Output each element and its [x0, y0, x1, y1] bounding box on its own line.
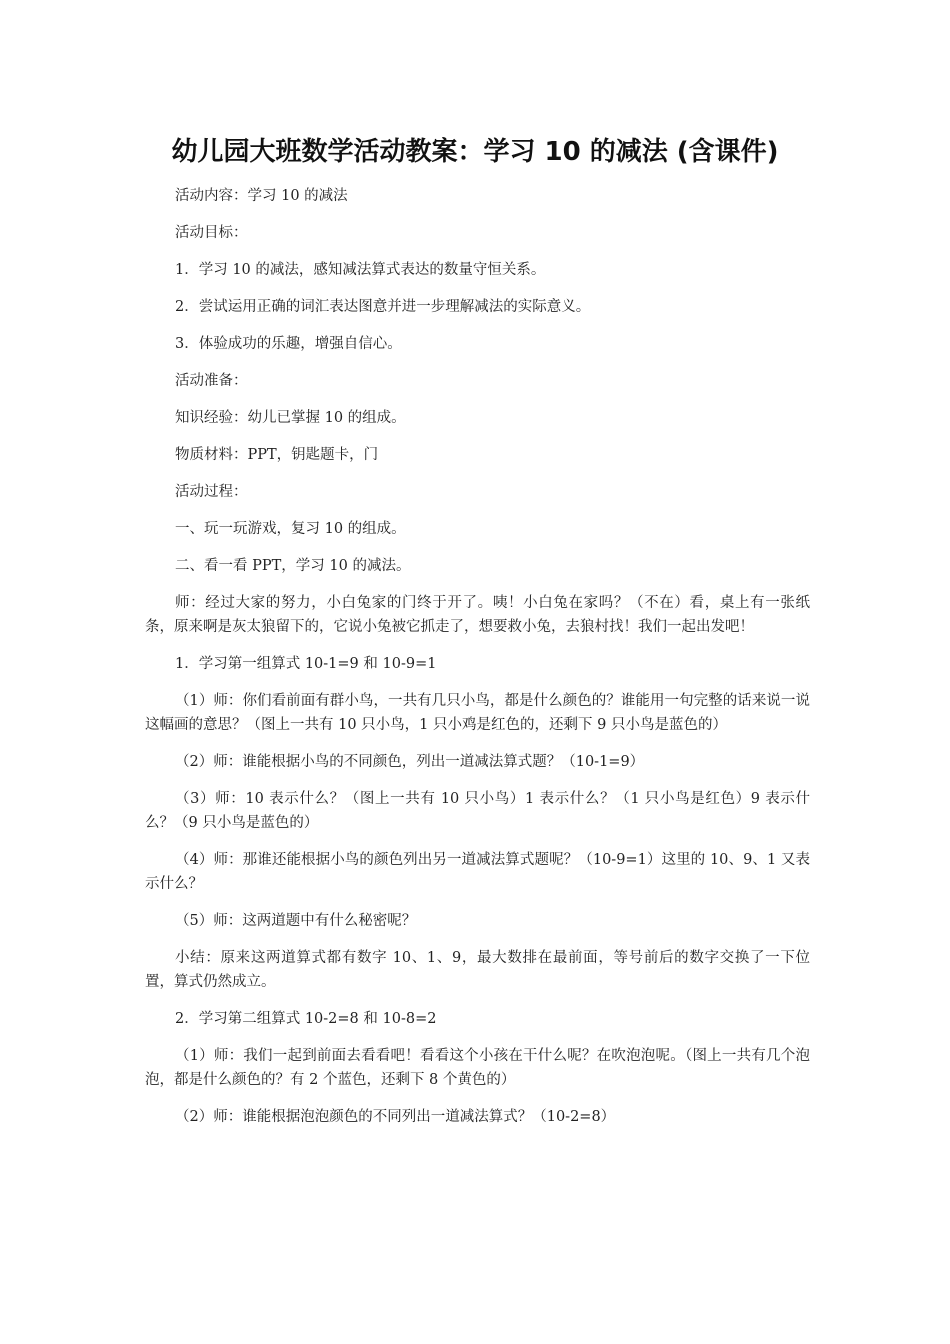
paragraph-goal-1: 1．学习 10 的减法，感知减法算式表达的数量守恒关系。 — [175, 262, 546, 278]
paragraph-step-1: 一、玩一玩游戏，复习 10 的组成。 — [175, 521, 406, 537]
paragraph-group-1-q3: （3）师：10 表示什么？（图上一共有 10 只小鸟）1 表示什么？（1 只小鸟是红色）9 表示什么？（9 只小鸟是蓝色的） — [145, 791, 810, 831]
paragraph-group-2-q2: （2）师：谁能根据泡泡颜色的不同列出一道减法算式？（10-2=8） — [175, 1109, 616, 1125]
paragraph-goal-3: 3．体验成功的乐趣，增强自信心。 — [175, 336, 402, 352]
paragraph-group-1-q1: （1）师：你们看前面有群小鸟，一共有几只小鸟，都是什么颜色的？谁能用一句完整的话来说一说这幅画的意思？（图上一共有 10 只小鸟，1 只小鸡是红色的，还剩下 9 只小鸟是蓝色的） — [145, 693, 810, 733]
document-body — [145, 184, 810, 1142]
paragraph-process-heading: 活动过程： — [175, 484, 248, 500]
paragraph-activity-content: 活动内容：学习 10 的减法 — [175, 188, 348, 204]
paragraph-group-1-heading: 1．学习第一组算式 10-1=9 和 10-9=1 — [175, 656, 437, 672]
paragraph-goal-2: 2．尝试运用正确的词汇表达图意并进一步理解减法的实际意义。 — [175, 299, 591, 315]
paragraph-knowledge: 知识经验：幼儿已掌握 10 的组成。 — [175, 410, 406, 426]
paragraph-story: 师：经过大家的努力，小白兔家的门终于开了。咦！小白兔在家吗？（不在）看，桌上有一张纸条，原来啊是灰太狼留下的，它说小兔被它抓走了，想要救小兔，去狼村找！我们一起出发吧！ — [145, 595, 810, 635]
paragraph-preparation-heading: 活动准备： — [175, 373, 248, 389]
paragraph-step-2: 二、看一看 PPT，学习 10 的减法。 — [175, 558, 411, 574]
paragraph-activity-goals-heading: 活动目标： — [175, 225, 248, 241]
paragraph-materials: 物质材料：PPT，钥匙题卡，门 — [175, 447, 379, 463]
paragraph-group-1-q4: （4）师：那谁还能根据小鸟的颜色列出另一道减法算式题呢？（10-9=1）这里的 10、9、1 又表示什么？ — [145, 852, 810, 892]
paragraph-summary: 小结：原来这两道算式都有数字 10、1、9，最大数排在最前面，等号前后的数字交换了一下位置，算式仍然成立。 — [145, 950, 810, 990]
paragraph-group-1-q5: （5）师：这两道题中有什么秘密呢？ — [175, 913, 417, 929]
paragraph-group-1-q2: （2）师：谁能根据小鸟的不同颜色，列出一道减法算式题？（10-1=9） — [175, 754, 645, 770]
document-title: 幼儿园大班数学活动教案：学习 10 的减法 (含课件) — [171, 137, 779, 167]
paragraph-group-2-q1: （1）师：我们一起到前面去看看吧！看看这个小孩在干什么呢？在吹泡泡呢。（图上一共有几个泡泡，都是什么颜色的？有 2 个蓝色，还剩下 8 个黄色的） — [145, 1048, 810, 1088]
paragraph-group-2-heading: 2．学习第二组算式 10-2=8 和 10-8=2 — [175, 1011, 437, 1027]
